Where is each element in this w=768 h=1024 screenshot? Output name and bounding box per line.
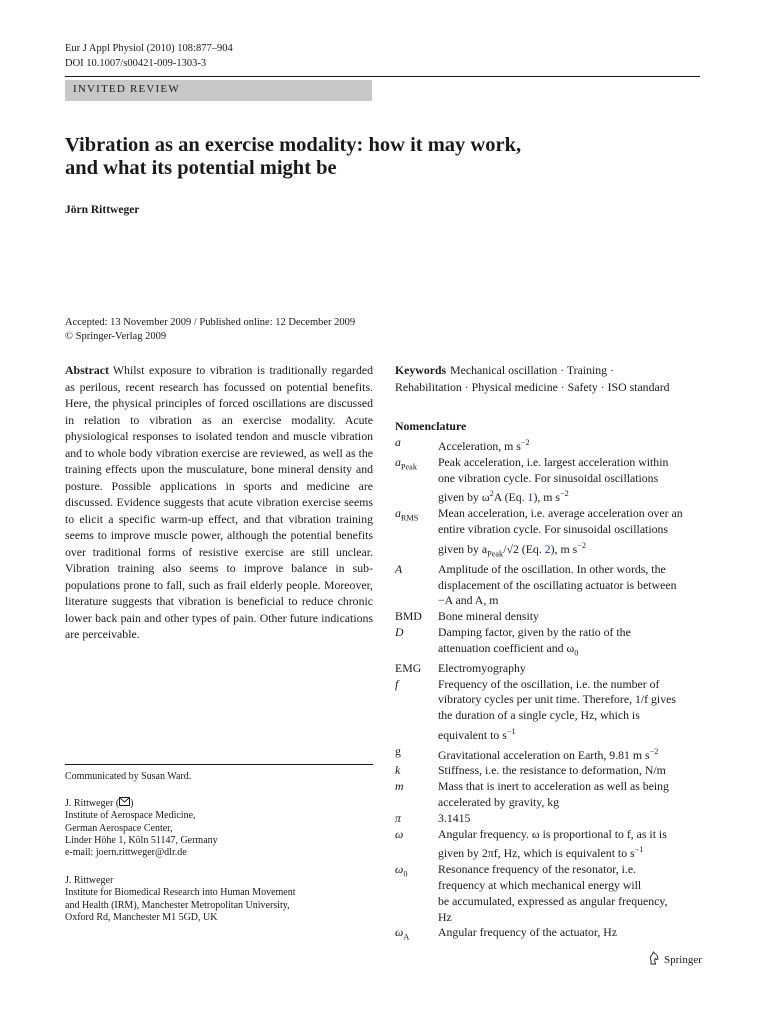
publisher-name: Springer — [664, 953, 702, 966]
springer-knight-icon — [648, 951, 660, 968]
nomenclature-item-emg: EMG Electromyography — [395, 660, 526, 675]
title-line-1: Vibration as an exercise modality: how it may work, — [65, 134, 522, 156]
keywords-heading: Keywords — [395, 363, 447, 377]
nomenclature-item-omega: ω Angular frequency. ω is proportional to f, as it is given by 2πf, Hz, which is equivalent to $s^{-1}$ — [395, 826, 667, 861]
abstract — [65, 362, 373, 643]
journal-citation — [65, 41, 233, 71]
keywords — [395, 362, 705, 395]
nomenclature-item-arms: $a_{RMS}$ Mean acceleration, i.e. average acceleration over an entire vibration cycle. For sinusoidal oscillations given by $a_{Peak}/√2$ (Eq. 2), m $s^{-2}$ — [395, 506, 705, 562]
header-rule — [65, 76, 700, 77]
nomenclature-item-omega0: $\omega_0$ Resonance frequency of the resonator, i.e. frequency at which mechanical energy will be accumulated, expressed as angular frequency, Hz — [395, 862, 668, 924]
nomenclature-item-apeak: $a_{Peak}$ Peak acceleration, i.e. largest acceleration within one vibration cycle. For sinusoidal oscillations given by $\omega^2A$ (Eq. 1), m $s^{-2}$ — [395, 454, 669, 505]
copyright-line: © Springer-Verlag 2009 — [65, 331, 167, 342]
nomenclature-item-pi: π 3.1415 — [395, 810, 471, 825]
affiliation-1-email[interactable]: e-mail: joern.rittweger@dlr.de — [65, 847, 187, 859]
category-label: INVITED REVIEW — [73, 83, 180, 95]
affiliation-1-line-1: Institute of Aerospace Medicine, — [65, 810, 196, 822]
nomenclature-item-m: m Mass that is inert to acceleration as well as being accelerated by gravity, kg — [395, 779, 669, 810]
affiliation-1-line-2: German Aerospace Center, — [65, 822, 173, 834]
affiliation-1-name: J. Rittweger ( ) — [65, 798, 134, 809]
nomenclature-item-k: k Stiffness, i.e. the resistance to deformation, N/m — [395, 763, 666, 778]
symbol-a: a — [395, 435, 401, 449]
accepted-line: Accepted: 13 November 2009 / Published online: 12 December 2009 — [65, 317, 356, 328]
journal-line: Eur J Appl Physiol (2010) 108:877–904 — [65, 43, 233, 54]
doi-line: DOI 10.1007/s00421-009-1303-3 — [65, 58, 207, 69]
symbol-m: m — [395, 779, 404, 794]
symbol-g: g — [395, 743, 401, 758]
affiliation-2-name: J. Rittweger — [65, 875, 114, 886]
symbol-omega: ω — [395, 826, 404, 841]
abstract-heading: Abstract — [65, 363, 109, 377]
nomenclature-list — [395, 435, 705, 946]
symbol-f: f — [395, 676, 399, 691]
symbol-omegaA: $\omega_A$ — [395, 925, 410, 942]
symbol-arms: $a_{RMS}$ — [395, 506, 419, 523]
keywords-line-1: Mechanical oscillation · Training · — [450, 363, 614, 377]
title-line-2: and what its potential might be — [65, 157, 337, 179]
symbol-k: k — [395, 763, 401, 778]
symbol-A: A — [395, 561, 403, 576]
keywords-line-2: Rehabilitation · Physical medicine · Safety · ISO standard — [395, 379, 670, 394]
affiliation-2-line-2: and Health (IRM), Manchester Metropolitan University, — [65, 899, 290, 911]
category-banner — [65, 80, 372, 101]
equation-1-link[interactable]: 1 — [527, 490, 534, 505]
abstract-body: Whilst exposure to vibration is traditionally regarded as perilous, recent research has focussed on potential benefits. Here, the physical principles of forced oscillations are discussed in relation to vibration as an exercise modality. Acute physiological responses to isolated tendon and muscle vibration and to whole body vibration exercise are reviewed, as well as the training effects upon the musculature, bone mineral density and posture. Possible applications in sports and medicine are discussed. Evidence suggests that acute vibration exercise seems to elicit a specific warm-up effect, and that vibration training seems to improve muscle power, although the potential benefits over traditional forms of resistive exercise are still unclear. Vibration training also seems to improve balance in sub-populations prone to fall, such as frail elderly people. Moreover, literature suggests that vibration is beneficial to reduce chronic lower back pain and other types of pain. Other future indications are perceivable. — [65, 363, 373, 641]
publication-dates — [65, 316, 355, 344]
footnote-separator — [65, 764, 373, 765]
affiliation-2 — [65, 875, 365, 924]
nomenclature-item-D: D Damping factor, given by the ratio of the attenuation coefficient and $\omega_0$ — [395, 625, 705, 661]
communicated-by: Communicated by Susan Ward. — [65, 771, 192, 782]
nomenclature-item-A: A Amplitude of the oscillation. In other words, the displacement of the oscillating actuator is between −A and A, m — [395, 561, 677, 608]
symbol-bmd: BMD — [395, 609, 422, 624]
nomenclature-heading: Nomenclature — [395, 419, 467, 433]
author-name: Jörn Rittweger — [65, 204, 140, 216]
nomenclature-item-a: a Acceleration, m $s^{-2}$ — [395, 435, 530, 453]
symbol-pi: π — [395, 810, 401, 825]
nomenclature-item-omegaA: $\omega_A$ Angular frequency of the actuator, Hz — [395, 925, 705, 945]
affiliation-1 — [65, 797, 365, 859]
symbol-omega0: $\omega_0$ — [395, 862, 408, 879]
nomenclature-item-g: g Gravitational acceleration on Earth, 9.81 m $s^{-2}$ — [395, 743, 659, 762]
symbol-emg: EMG — [395, 660, 422, 675]
nomenclature-item-bmd: BMD Bone mineral density — [395, 609, 539, 624]
publisher-mark — [648, 951, 702, 968]
affiliation-1-line-3: Linder Höhe 1, Köln 51147, Germany — [65, 834, 218, 846]
symbol-apeak: $a_{Peak}$ — [395, 454, 417, 472]
article-title — [65, 134, 705, 180]
affiliation-2-line-1: Institute for Biomedical Research into Human Movement — [65, 887, 296, 899]
envelope-icon[interactable] — [119, 797, 130, 806]
symbol-D: D — [395, 624, 404, 639]
equation-2-link[interactable]: 2 — [544, 541, 551, 556]
nomenclature-item-f: f Frequency of the oscillation, i.e. the number of vibratory cycles per unit time. Therefore, 1/f gives the duration of a single cycle, Hz, which is equivalent to $s^{-1}$ — [395, 676, 676, 742]
affiliation-2-line-3: Oxford Rd, Manchester M1 5GD, UK — [65, 911, 218, 923]
